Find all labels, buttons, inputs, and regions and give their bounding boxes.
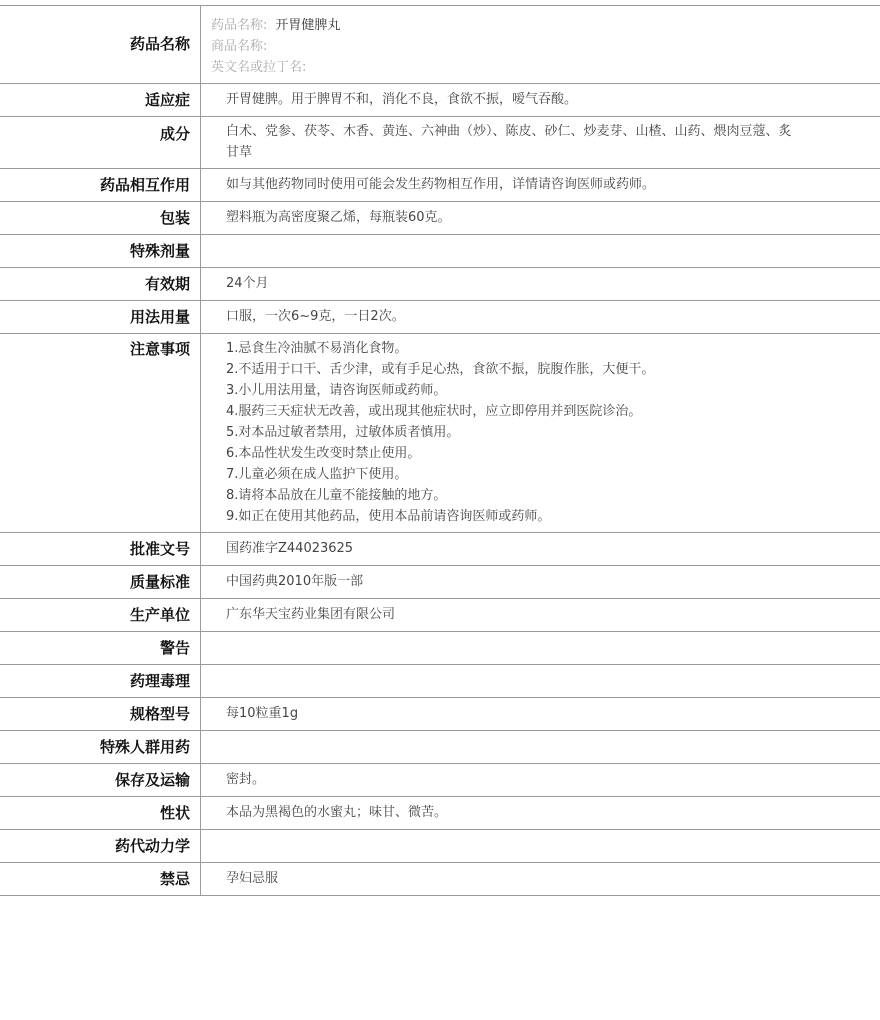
label-indication: 适应症: [0, 84, 201, 116]
value-interaction: 如与其他药物同时使用可能会发生药物相互作用，详情请咨询医师或药师。: [226, 177, 656, 192]
value-pharmacokinetics: [201, 830, 880, 862]
row-notes: [0, 334, 880, 533]
label-appearance: 性状: [0, 797, 201, 829]
row-approval: [0, 533, 880, 566]
value-drug-name: [201, 6, 880, 83]
generic-name-value: 开胃健脾丸: [275, 18, 341, 33]
note-item-5: 5.对本品过敏者禁用，过敏体质者慎用。: [226, 425, 460, 440]
note-item-8: 8.请将本品放在儿童不能接触的地方。: [226, 488, 447, 503]
row-interaction: [0, 169, 880, 202]
row-spec: [0, 698, 880, 731]
row-package: [0, 202, 880, 235]
note-item-7: 7.儿童必须在成人监护下使用。: [226, 467, 408, 482]
note-item-4: 4.服药三天症状无改善，或出现其他症状时，应立即停用并到医院诊治。: [226, 404, 642, 419]
note-item-6: 6.本品性状发生改变时禁止使用。: [226, 446, 421, 461]
generic-name-key: 药品名称:: [211, 18, 268, 33]
value-indication: 开胃健脾。用于脾胃不和，消化不良，食欲不振，嗳气吞酸。: [226, 92, 578, 107]
note-item-9: 9.如正在使用其他药品，使用本品前请咨询医师或药师。: [226, 509, 551, 524]
trade-name-line: [211, 36, 800, 57]
label-storage: 保存及运输: [0, 764, 201, 796]
value-usage: 口服，一次6~9克，一日2次。: [226, 309, 405, 324]
label-special-population: 特殊人群用药: [0, 731, 201, 763]
row-manufacturer: [0, 599, 880, 632]
note-item-1: 1.忌食生冷油腻不易消化食物。: [226, 341, 408, 356]
label-package: 包装: [0, 202, 201, 234]
label-interaction: 药品相互作用: [0, 169, 201, 201]
label-validity: 有效期: [0, 268, 201, 300]
value-spec: 每10粒重1g: [226, 706, 299, 721]
note-item-3: 3.小儿用法用量，请咨询医师或药师。: [226, 383, 447, 398]
value-validity: 24个月: [226, 276, 269, 291]
label-contraindication: 禁忌: [0, 863, 201, 895]
row-special-population: [0, 731, 880, 764]
label-approval: 批准文号: [0, 533, 201, 565]
value-contraindication: 孕妇忌服: [226, 871, 279, 886]
label-drug-name: 药品名称: [0, 6, 201, 83]
row-warning: [0, 632, 880, 665]
row-ingredients: [0, 117, 880, 169]
row-pharmacokinetics: [0, 830, 880, 863]
label-manufacturer: 生产单位: [0, 599, 201, 631]
note-item-2: 2.不适用于口干、舌少津，或有手足心热，食欲不振，脘腹作胀，大便干。: [226, 362, 655, 377]
label-ingredients: 成分: [0, 117, 201, 168]
value-package: 塑料瓶为高密度聚乙烯，每瓶装60克。: [226, 210, 451, 225]
row-toxicology: [0, 665, 880, 698]
label-notes: 注意事项: [0, 334, 201, 532]
label-special-dose: 特殊剂量: [0, 235, 201, 267]
value-storage: 密封。: [226, 772, 266, 787]
value-appearance: 本品为黑褐色的水蜜丸；味甘、微苦。: [226, 805, 448, 820]
english-name-line: [211, 57, 800, 78]
value-ingredients: 白术、党参、茯苓、木香、黄连、六神曲（炒）、陈皮、砂仁、炒麦芽、山楂、山药、煨肉豆蔻、炙甘草: [226, 124, 792, 160]
trade-name-key: 商品名称:: [211, 39, 268, 54]
row-indication: [0, 84, 880, 117]
row-contraindication: [0, 863, 880, 896]
label-pharmacokinetics: 药代动力学: [0, 830, 201, 862]
value-special-population: [201, 731, 880, 763]
row-standard: [0, 566, 880, 599]
english-name-key: 英文名或拉丁名:: [211, 60, 307, 75]
drug-info-table: [0, 5, 880, 896]
value-warning: [201, 632, 880, 664]
row-drug-name: [0, 6, 880, 84]
label-spec: 规格型号: [0, 698, 201, 730]
value-approval: 国药准字Z44023625: [226, 541, 354, 556]
row-appearance: [0, 797, 880, 830]
value-toxicology: [201, 665, 880, 697]
value-special-dose: [201, 235, 880, 267]
value-standard: 中国药典2010年版一部: [226, 574, 364, 589]
value-manufacturer: 广东华天宝药业集团有限公司: [226, 607, 396, 622]
row-validity: [0, 268, 880, 301]
generic-name-line: [211, 15, 800, 36]
row-usage: [0, 301, 880, 334]
label-toxicology: 药理毒理: [0, 665, 201, 697]
row-special-dose: [0, 235, 880, 268]
label-warning: 警告: [0, 632, 201, 664]
row-storage: [0, 764, 880, 797]
label-standard: 质量标准: [0, 566, 201, 598]
label-usage: 用法用量: [0, 301, 201, 333]
value-notes: [201, 334, 880, 532]
